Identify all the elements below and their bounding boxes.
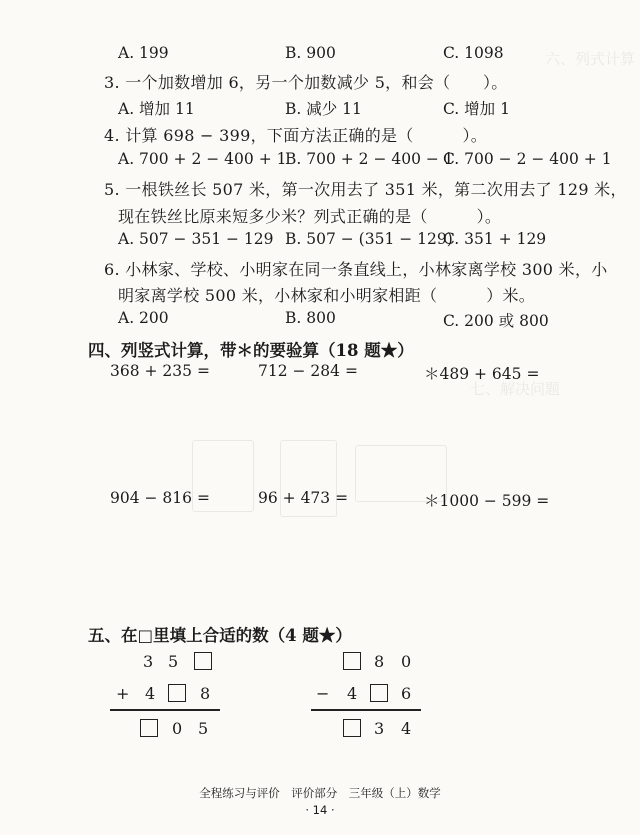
calc-problem-2: 712 − 284 = (258, 362, 358, 380)
q3-option-a: A. 增加 11 (118, 100, 195, 118)
section5-title: 五、在□里填上合适的数（4 题★） (88, 626, 352, 645)
q4-stem: 4. 计算 698 − 399，下面方法正确的是（ ）。 (104, 126, 488, 145)
q2-option-c: C. 1098 (443, 44, 504, 62)
answer-box[interactable] (140, 719, 158, 737)
q4-option-b: B. 700 + 2 − 400 − 1 (285, 150, 454, 168)
digit: 3 (143, 652, 154, 671)
answer-box[interactable] (168, 684, 186, 702)
digit: 5 (168, 652, 179, 671)
q6-stem-line1: 6. 小林家、学校、小明家在同一条直线上，小林家离学校 300 米，小 (104, 260, 608, 279)
q5-stem-line1: 5. 一根铁丝长 507 米，第一次用去了 351 米，第二次用去了 129 米， (104, 180, 627, 199)
q5-option-b: B. 507 − (351 − 129) (285, 230, 453, 248)
sum-line (110, 709, 220, 711)
q2-option-b: B. 900 (285, 44, 336, 62)
digit: 4 (401, 719, 412, 738)
q6-stem-line2: 明家离学校 500 米，小林家和小明家相距（ ）米。 (118, 286, 536, 305)
minus-sign: − (316, 684, 330, 703)
answer-box[interactable] (194, 652, 212, 670)
answer-box[interactable] (343, 719, 361, 737)
plus-sign: + (116, 684, 130, 703)
q4-option-a: A. 700 + 2 − 400 + 1 (118, 150, 287, 168)
difference-line (311, 709, 421, 711)
q3-option-b: B. 减少 11 (285, 100, 362, 118)
calc-problem-6: ＊1000 − 599 = (424, 492, 550, 510)
answer-box[interactable] (343, 652, 361, 670)
answer-box[interactable] (370, 684, 388, 702)
digit: 3 (374, 719, 385, 738)
calc-problem-4: 904 − 816 = (110, 489, 210, 507)
calc-problem-1: 368 + 235 = (110, 362, 210, 380)
bleed-text: 七、解决问题 (470, 380, 561, 398)
calc-problem-3: ＊489 + 645 = (424, 365, 540, 383)
digit: 8 (374, 652, 385, 671)
q5-stem-line2: 现在铁丝比原来短多少米？列式正确的是（ ）。 (118, 207, 502, 226)
digit: 4 (347, 684, 358, 703)
q2-option-a: A. 199 (118, 44, 169, 62)
bleed-text: 六、列式计算 (545, 50, 636, 68)
q6-option-c: C. 200 或 800 (443, 312, 549, 330)
q3-option-c: C. 增加 1 (443, 100, 510, 118)
digit: 5 (198, 719, 209, 738)
digit: 0 (172, 719, 183, 738)
digit: 0 (401, 652, 412, 671)
calc-problem-5: 96 + 473 = (258, 489, 349, 507)
q4-option-c: C. 700 − 2 − 400 + 1 (443, 150, 612, 168)
q6-option-a: A. 200 (118, 309, 169, 327)
q5-option-a: A. 507 − 351 − 129 (118, 230, 274, 248)
footer-text: 全程练习与评价 评价部分 三年级（上）数学 (199, 786, 441, 800)
page-number: · 14 · (305, 803, 335, 817)
q5-option-c: C. 351 + 129 (443, 230, 547, 248)
q3-stem: 3. 一个加数增加 6，另一个加数减少 5，和会（ ）。 (104, 73, 508, 92)
digit: 6 (401, 684, 412, 703)
q6-option-b: B. 800 (285, 309, 336, 327)
section4-title: 四、列竖式计算，带＊的要验算（18 题★） (88, 341, 414, 360)
digit: 4 (145, 684, 156, 703)
digit: 8 (200, 684, 211, 703)
